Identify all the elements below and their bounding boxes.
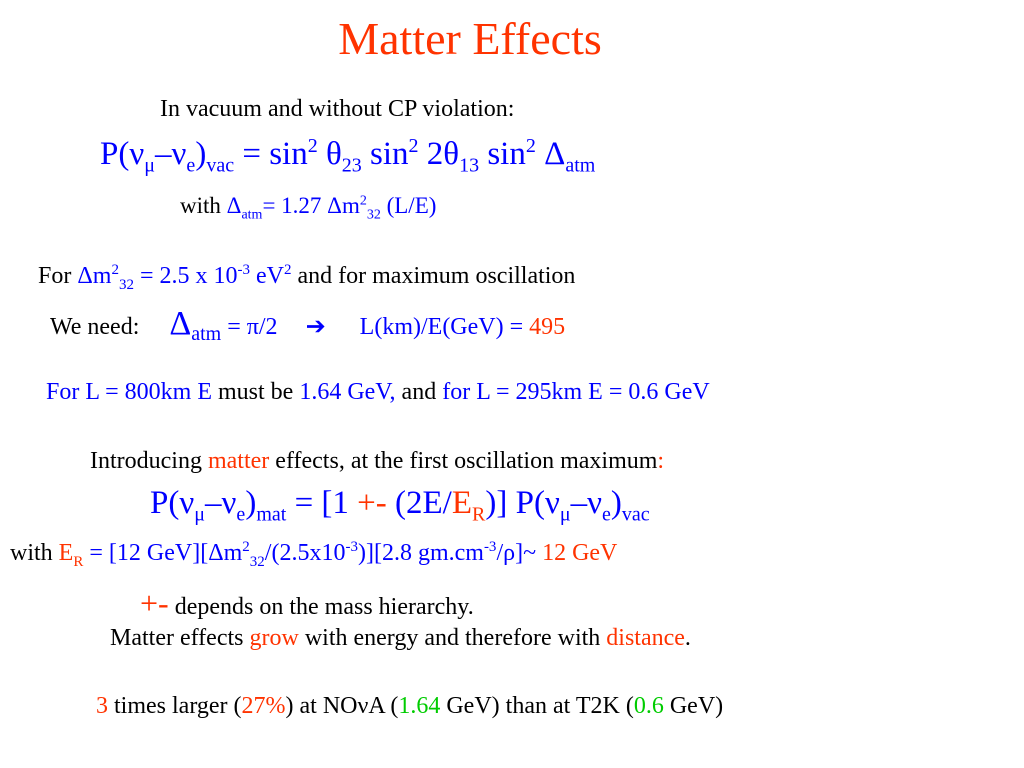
delta-atm-definition: with $\Delta_{atm}= 1.27$ $\Delta m^2_{32}$ (L/E) (180, 193, 437, 223)
mass-hierarchy-line: +- depends on the mass hierarchy. (140, 585, 474, 621)
vacuum-probability-formula: $P(\nu_\mu-\nu_e)_{vac} = \sin^2 \theta_{23}$ $\sin^2 2\theta_{13}$ $\sin^2 \Delta_{atm}$ (100, 135, 596, 177)
resonance-energy-line: with $E_R = [12$ $GeV][\Delta m^2_{32}/(2.5x10^{-3})][2.8$ $gm.cm^{-3}/\rho]\sim$ 12 GeV (10, 539, 618, 570)
matter-effects-grow-line: Matter effects grow with energy and therefore with distance. (110, 625, 691, 651)
comparison-line: 3 times larger (27%) at NOνA (1.64 GeV) than at T2K (0.6 GeV) (96, 693, 724, 719)
slide-title: Matter Effects (338, 13, 602, 64)
matter-intro-line: Introducing matter effects, at the first oscillation maximum: (90, 448, 665, 474)
delta-m-value-line: For $\Delta m^2_{32} = 2.5$ x $10^{-3}$ $eV^2$ and for maximum oscillation (38, 262, 576, 293)
energy-requirements-line: For L = 800km E must be 1.64 GeV, and for L = 295km E = 0.6 GeV (46, 379, 710, 405)
arrow-icon: ➔ (305, 314, 326, 340)
vacuum-caption: In vacuum and without CP violation: (160, 96, 515, 122)
we-need-line: We need: $\Delta_{atm} = \pi/2$ ➔ L(km)/E(GeV) = 495 (50, 305, 566, 345)
matter-probability-formula: $P(\nu_\mu-\nu_e)_{mat} = [1 +- (2E/E_R)]$ $P(\nu_\mu-\nu_e)_{vac}$ (150, 485, 650, 526)
